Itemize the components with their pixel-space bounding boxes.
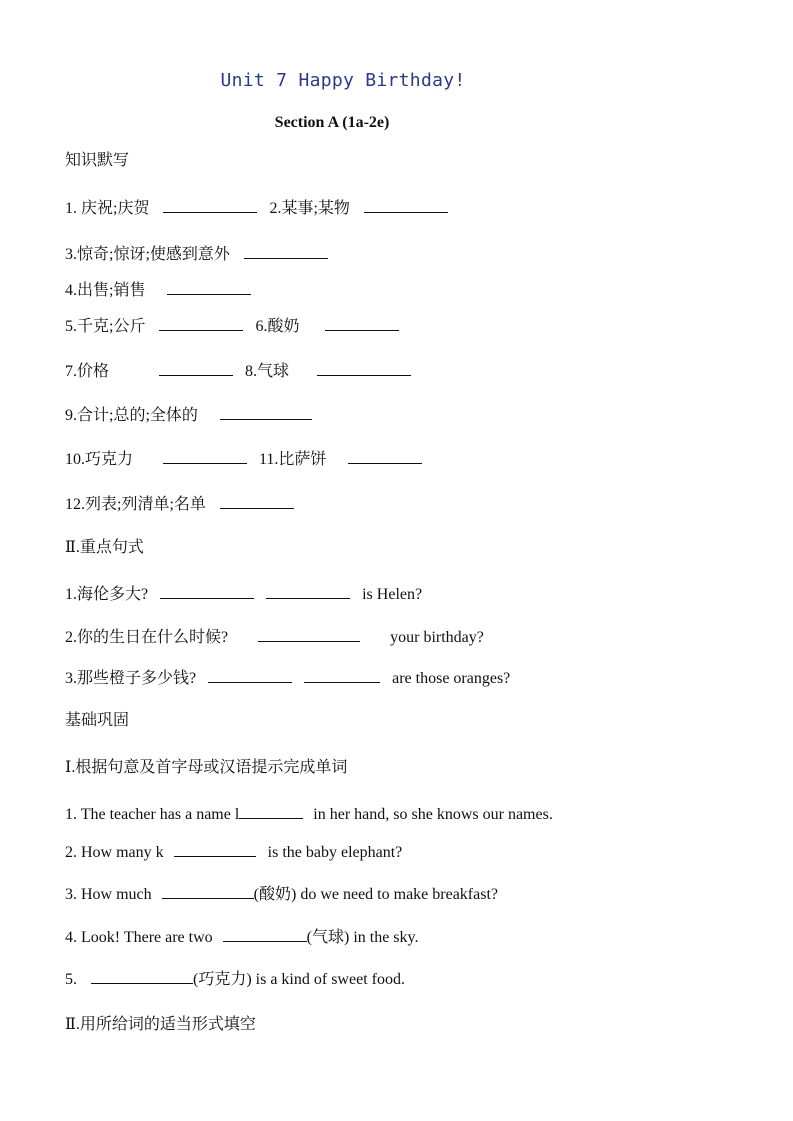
- vocab-line-6: [65, 405, 312, 426]
- sentence-cn: 3.那些橙子多少钱?: [65, 670, 197, 687]
- exercise-post: in her hand, so she knows our names.: [313, 806, 553, 823]
- vocab-item-chocolate: 10.巧克力: [65, 451, 134, 468]
- blank[interactable]: [325, 316, 399, 331]
- part2-heading: Ⅱ.用所给词的适当形式填空: [65, 1016, 256, 1033]
- vocab-line-5: [65, 361, 411, 382]
- blank[interactable]: [162, 884, 254, 899]
- section-subtitle: Section A (1a-2e): [274, 114, 390, 131]
- blank[interactable]: [304, 668, 380, 683]
- blank[interactable]: [266, 584, 350, 599]
- blank[interactable]: [167, 280, 251, 295]
- sentence-en: are those oranges?: [392, 670, 511, 687]
- exercise-line-5: [65, 969, 405, 990]
- key-sentences-heading: Ⅱ.重点句式: [65, 539, 144, 556]
- blank[interactable]: [244, 244, 328, 259]
- vocab-item-something: 2.某事;某物: [269, 200, 350, 217]
- blank[interactable]: [91, 969, 193, 984]
- vocab-item-pizza: 11.比萨饼: [259, 451, 327, 468]
- exercise-pre: 2. How many k: [65, 844, 164, 861]
- vocab-line-3: [65, 280, 251, 301]
- sentence-en: your birthday?: [390, 629, 484, 646]
- vocab-item-celebrate: 1. 庆祝;庆贺: [65, 200, 150, 217]
- blank[interactable]: [364, 198, 448, 213]
- vocab-line-2: [65, 244, 328, 265]
- knowledge-dictation-heading: 知识默写: [65, 152, 130, 169]
- blank[interactable]: [159, 316, 243, 331]
- vocab-item-sale: 4.出售;销售: [65, 282, 146, 299]
- vocab-item-yogurt: 6.酸奶: [255, 318, 300, 335]
- blank[interactable]: [163, 198, 257, 213]
- sentence-cn: 1.海伦多大?: [65, 586, 149, 603]
- vocab-item-list: 12.列表;列清单;名单: [65, 496, 206, 513]
- vocab-item-kilogram: 5.千克;公斤: [65, 318, 146, 335]
- vocab-line-8: [65, 494, 294, 515]
- blank[interactable]: [163, 449, 247, 464]
- unit-title: Unit 7 Happy Birthday!: [220, 70, 466, 91]
- exercise-post: (巧克力) is a kind of sweet food.: [193, 971, 405, 988]
- vocab-line-7: [65, 449, 422, 470]
- blank[interactable]: [220, 405, 312, 420]
- blank[interactable]: [239, 804, 303, 819]
- exercise-post: is the baby elephant?: [267, 844, 403, 861]
- sentence-en: is Helen?: [362, 586, 423, 603]
- blank[interactable]: [174, 842, 256, 857]
- sentence-line-3: [65, 668, 510, 689]
- exercise-pre: 4. Look! There are two: [65, 929, 213, 946]
- sentence-cn: 2.你的生日在什么时候?: [65, 629, 229, 646]
- blank[interactable]: [317, 361, 411, 376]
- vocab-line-4: [65, 316, 399, 337]
- exercise-line-2: [65, 842, 402, 863]
- exercise-pre: 3. How much: [65, 886, 152, 903]
- exercise-pre: 5.: [65, 971, 77, 988]
- blank[interactable]: [258, 627, 360, 642]
- sentence-line-2: [65, 627, 484, 648]
- part1-heading: Ⅰ.根据句意及首字母或汉语提示完成单词: [65, 759, 348, 776]
- sentence-line-1: [65, 584, 422, 605]
- exercise-line-3: [65, 884, 498, 905]
- blank[interactable]: [208, 668, 292, 683]
- vocab-item-surprise: 3.惊奇;惊讶;使感到意外: [65, 246, 230, 263]
- exercise-post: (气球) in the sky.: [306, 929, 419, 946]
- blank[interactable]: [348, 449, 422, 464]
- exercise-pre: 1. The teacher has a name l: [65, 806, 240, 823]
- exercise-line-1: [65, 804, 553, 825]
- exercise-post: (酸奶) do we need to make breakfast?: [253, 886, 499, 903]
- blank[interactable]: [160, 584, 254, 599]
- vocab-item-total: 9.合计;总的;全体的: [65, 407, 198, 424]
- vocab-line-1: [65, 198, 448, 219]
- vocab-item-price: 7.价格: [65, 363, 110, 380]
- blank[interactable]: [220, 494, 294, 509]
- blank[interactable]: [223, 927, 307, 942]
- blank[interactable]: [159, 361, 233, 376]
- vocab-item-balloon: 8.气球: [245, 363, 290, 380]
- exercise-line-4: [65, 927, 419, 948]
- basic-consolidation-heading: 基础巩固: [65, 712, 130, 729]
